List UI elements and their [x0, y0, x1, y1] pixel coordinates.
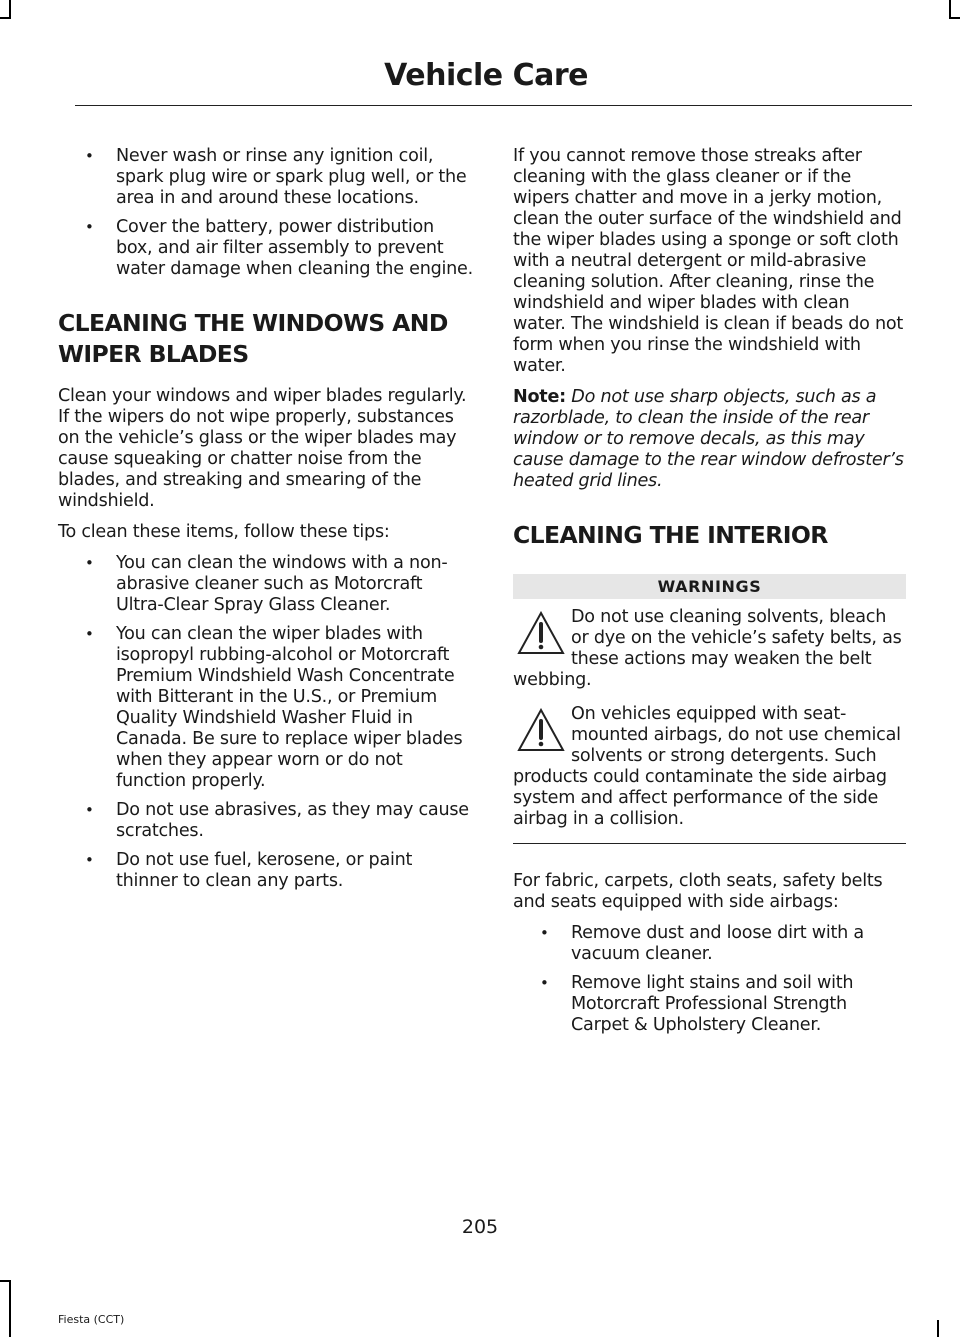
note-label: Note:: [513, 387, 566, 407]
warnings-header: WARNINGS: [513, 574, 906, 599]
warning-triangle-icon: [517, 611, 565, 655]
tips-intro: To clean these items, follow these tips:: [58, 522, 390, 542]
list-item: • Do not use abrasives, as they may cause scratches.: [58, 800, 473, 842]
warning-text: On vehicles equipped with seat-mounted airbags, do not use chemical solvents or strong detergents. Such products could contaminate the side airbag system and affect performance of the side airbag in a collision.: [513, 704, 901, 829]
note: [513, 387, 906, 492]
crop-mark: [9, 1280, 11, 1337]
list-item: • Cover the battery, power distribution box, and air filter assembly to prevent water damage when cleaning the engine.: [58, 217, 473, 280]
note-text: Do not use sharp objects, such as a razorblade, to clean the inside of the rear window or to remove decals, as this may cause damage to the rear window defroster’s heated grid lines.: [513, 387, 904, 491]
header-divider: [75, 105, 912, 106]
crop-mark: [9, 0, 11, 18]
left-column: [58, 146, 473, 900]
list-item: • You can clean the wiper blades with isopropyl rubbing-alcohol or Motorcraft Premium Windshield Wash Concentrate with Bitterant in the U.S., or Premium Quality Windshield Washer Fluid in Canada. Be sure to replace wiper blades when they appear worn or do not function properly.: [58, 624, 473, 792]
section-heading-windows: [58, 308, 473, 370]
list-item: • Do not use fuel, kerosene, or paint thinner to clean any parts.: [58, 850, 473, 892]
page-number: 205: [461, 1216, 499, 1238]
crop-mark: [0, 17, 11, 19]
section-heading-interior: CLEANING THE INTERIOR: [513, 521, 828, 549]
streaks-paragraph: If you cannot remove those streaks after cleaning with the glass cleaner or if the wipers chatter and move in a jerky motion, clean the outer surface of the windshield and the wiper blades using a sponge or soft cloth with a neutral detergent or mild-abrasive cleaning solution. After cleaning, rinse the windshield and wiper blades with clean water. The windshield is clean if beads do not form when you rinse the windshield with water.: [513, 146, 904, 376]
fabric-intro: For fabric, carpets, cloth seats, safety belts and seats equipped with side airbags:: [513, 871, 883, 912]
crop-mark: [949, 0, 951, 18]
list-item: • Never wash or rinse any ignition coil, spark plug wire or spark plug well, or the area in and around these locations.: [58, 146, 473, 209]
footer-model: Fiesta (CCT): [58, 1313, 125, 1326]
engine-bullets: [58, 146, 473, 280]
crop-mark: [0, 1280, 11, 1282]
warning-item: [513, 704, 906, 830]
fabric-tips-list: [513, 923, 906, 1036]
warning-item: [513, 607, 906, 691]
heading-line: CLEANING THE WINDOWS AND: [58, 309, 448, 337]
list-item: • You can clean the windows with a non-abrasive cleaner such as Motorcraft Ultra-Clear Spray Glass Cleaner.: [58, 553, 473, 616]
warning-text: Do not use cleaning solvents, bleach or dye on the vehicle’s safety belts, as these actions may weaken the belt webbing.: [513, 607, 902, 690]
list-item: • Remove dust and loose dirt with a vacuum cleaner.: [513, 923, 906, 965]
tips-list: [58, 553, 473, 892]
heading-line: WIPER BLADES: [58, 340, 249, 368]
crop-mark: [937, 1320, 939, 1337]
right-column: [513, 146, 906, 1044]
warnings-end-divider: [513, 843, 906, 844]
crop-mark: [949, 17, 960, 19]
warning-triangle-icon: [517, 708, 565, 752]
page-title: Vehicle Care: [384, 58, 588, 93]
list-item: • Remove light stains and soil with Motorcraft Professional Strength Carpet & Upholstery Cleaner.: [513, 973, 906, 1036]
windows-intro: Clean your windows and wiper blades regularly. If the wipers do not wipe properly, substances on the vehicle’s glass or the wiper blades may cause squeaking or chatter noise from the blades, and streaking and smearing of the windshield.: [58, 386, 467, 511]
